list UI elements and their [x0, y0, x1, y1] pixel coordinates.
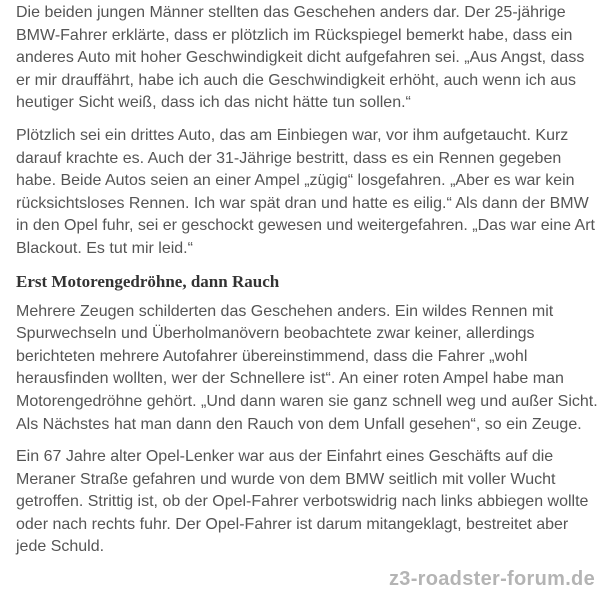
- article-subheading: Erst Motorengedröhne, dann Rauch: [16, 271, 280, 291]
- article-paragraph-1: Die beiden jungen Männer stellten das Geschehen anders dar. Der 25-jährige BMW-Fahrer erklärte, dass er plötzlich im Rückspiegel bemerkt habe, dass ein anderes Auto mit hoher Geschwindigkeit dicht aufgefahren sei. „Aus Angst, dass er mir drauffährt, habe ich auch die Geschwindigkeit erhöht, auch wenn ich aus heutiger Sicht weiß, dass ich das nicht hätte tun sollen.“: [16, 4, 585, 112]
- article-paragraph-2: Plötzlich sei ein drittes Auto, das am Einbiegen war, vor ihm aufgetaucht. Kurz darauf krachte es. Auch der 31-Jährige bestritt, dass es ein Rennen gegeben habe. Beide Autos seien an einer Ampel „zügig“ losgefahren. „Aber es war kein rücksichtsloses Rennen. Ich war spät dran und hatte es eilig.“ Als dann der BMW in den Opel fuhr, sei er geschockt gewesen und weitergefahren. „Das war eine Art Blackout. Es tut mir leid.“: [16, 126, 595, 257]
- article-paragraph-3: Mehrere Zeugen schilderten das Geschehen anders. Ein wildes Rennen mit Spurwechseln und Überholmanövern beobachtete zwar keiner, allerdings berichteten mehrere Autofahrer übereinstimmend, dass die Fahrer „wohl herausfinden wollten, wer der Schnellere ist“. An einer roten Ampel habe man Motorengedröhne gehört. „Und dann waren sie ganz schnell weg und außer Sicht. Als Nächstes hat man dann den Rauch von dem Unfall gesehen“, so ein Zeuge.: [16, 302, 598, 433]
- article-paragraph-4: Ein 67 Jahre alter Opel-Lenker war aus der Einfahrt eines Geschäfts auf die Meraner Straße gefahren und wurde von dem BMW seitlich mit voller Wucht getroffen. Strittig ist, ob der Opel-Fahrer verbotswidrig nach links abbiegen wollte oder nach rechts fuhr. Der Opel-Fahrer ist darum mitangeklagt, bestreitet aber jede Schuld.: [16, 448, 589, 556]
- watermark: z3-roadster-forum.de: [386, 568, 598, 590]
- article-body: [16, 2, 598, 569]
